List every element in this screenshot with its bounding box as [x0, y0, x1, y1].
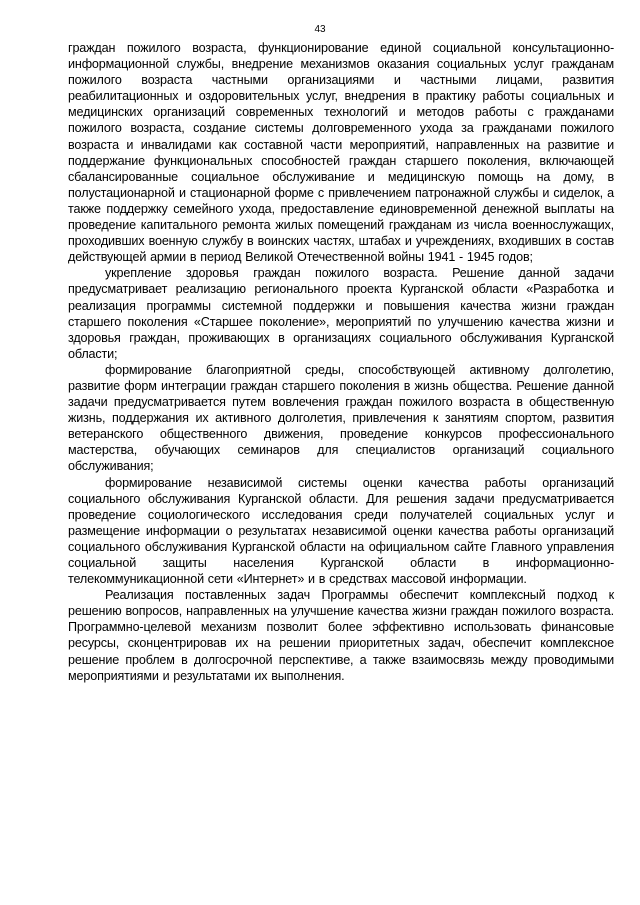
page-number: 43 [314, 24, 326, 35]
paragraph-health: укрепление здоровья граждан пожилого возраста. Решение данной задачи предусматривает реализацию регионального проекта Курганской области «Разработка и реализация программы системной поддержки и повышения качества жизни граждан старшего поколения «Старшее поколение», мероприятий по улучшению качества жизни и здоровья граждан, проживающих в организациях социального обслуживания Курганской области; [68, 266, 614, 361]
paragraph-active-longevity: формирование благоприятной среды, способствующей активному долголетию, развитие форм интеграции граждан старшего поколения в жизнь общества. Решение данной задачи предусматривается путем вовлечения граждан пожилого возраста в общественную жизнь, поддержания их активного долголетия, привлечения к занятиям спортом, развития ветеранского общественного движения, проведение конкурсов профессионального мастерства, обучающих семинаров для специалистов организаций социального обслуживания; [68, 362, 614, 474]
paragraph-continuation: граждан пожилого возраста, функционирование единой социальной консультационно-информационной службы, внедрение механизмов оказания социальных услуг гражданам пожилого возраста частными организациями и частными лицами, развития реабилитационных и оздоровительных услуг, внедрения в практику работы социальных и медицинских организаций современных технологий и методов работы с гражданами пожилого возраста, создание системы долговременного ухода за гражданами пожилого возраста и инвалидами как составной части мероприятий, направленных на развитие и поддержание функциональных способностей граждан старшего поколения, включающей сбалансированные социальное обслуживание и медицинскую помощь на дому, в полустационарной и стационарной форме с привлечением патронажной службы и сиделок, а также поддержку семейного ухода, предоставление единовременной денежной выплаты на проведение капитального ремонта жилых помещений гражданам из числа военнослужащих, проходивших военную службу в воинских частях, штабах и учреждениях, входивших в состав действующей армии в период Великой Отечественной войны 1941 - 1945 годов; [68, 41, 614, 265]
paragraph-quality-assessment: формирование независимой системы оценки качества работы организаций социального обслуживания Курганской области. Для решения задачи предусматривается проведение социологического исследования среди получателей социальных услуг и размещение информации о результатах независимой оценки качества работы организаций социального обслуживания Курганской области на официальном сайте Главного управления социальной защиты населения Курганской области в информационно-телекоммуникационной сети «Интернет» и в средствах массовой информации. [68, 475, 614, 587]
paragraph-program-implementation: Реализация поставленных задач Программы обеспечит комплексный подход к решению вопросов, направленных на улучшение качества жизни граждан пожилого возраста. Программно-целевой механизм позволит более эффективно использовать финансовые ресурсы, сконцентрировав их на решении приоритетных задач, обеспечит комплексное решение проблем в долгосрочной перспективе, а также взаимосвязь между проводимыми мероприятиями и результатами их выполнения. [68, 588, 614, 683]
document-body [68, 40, 614, 684]
